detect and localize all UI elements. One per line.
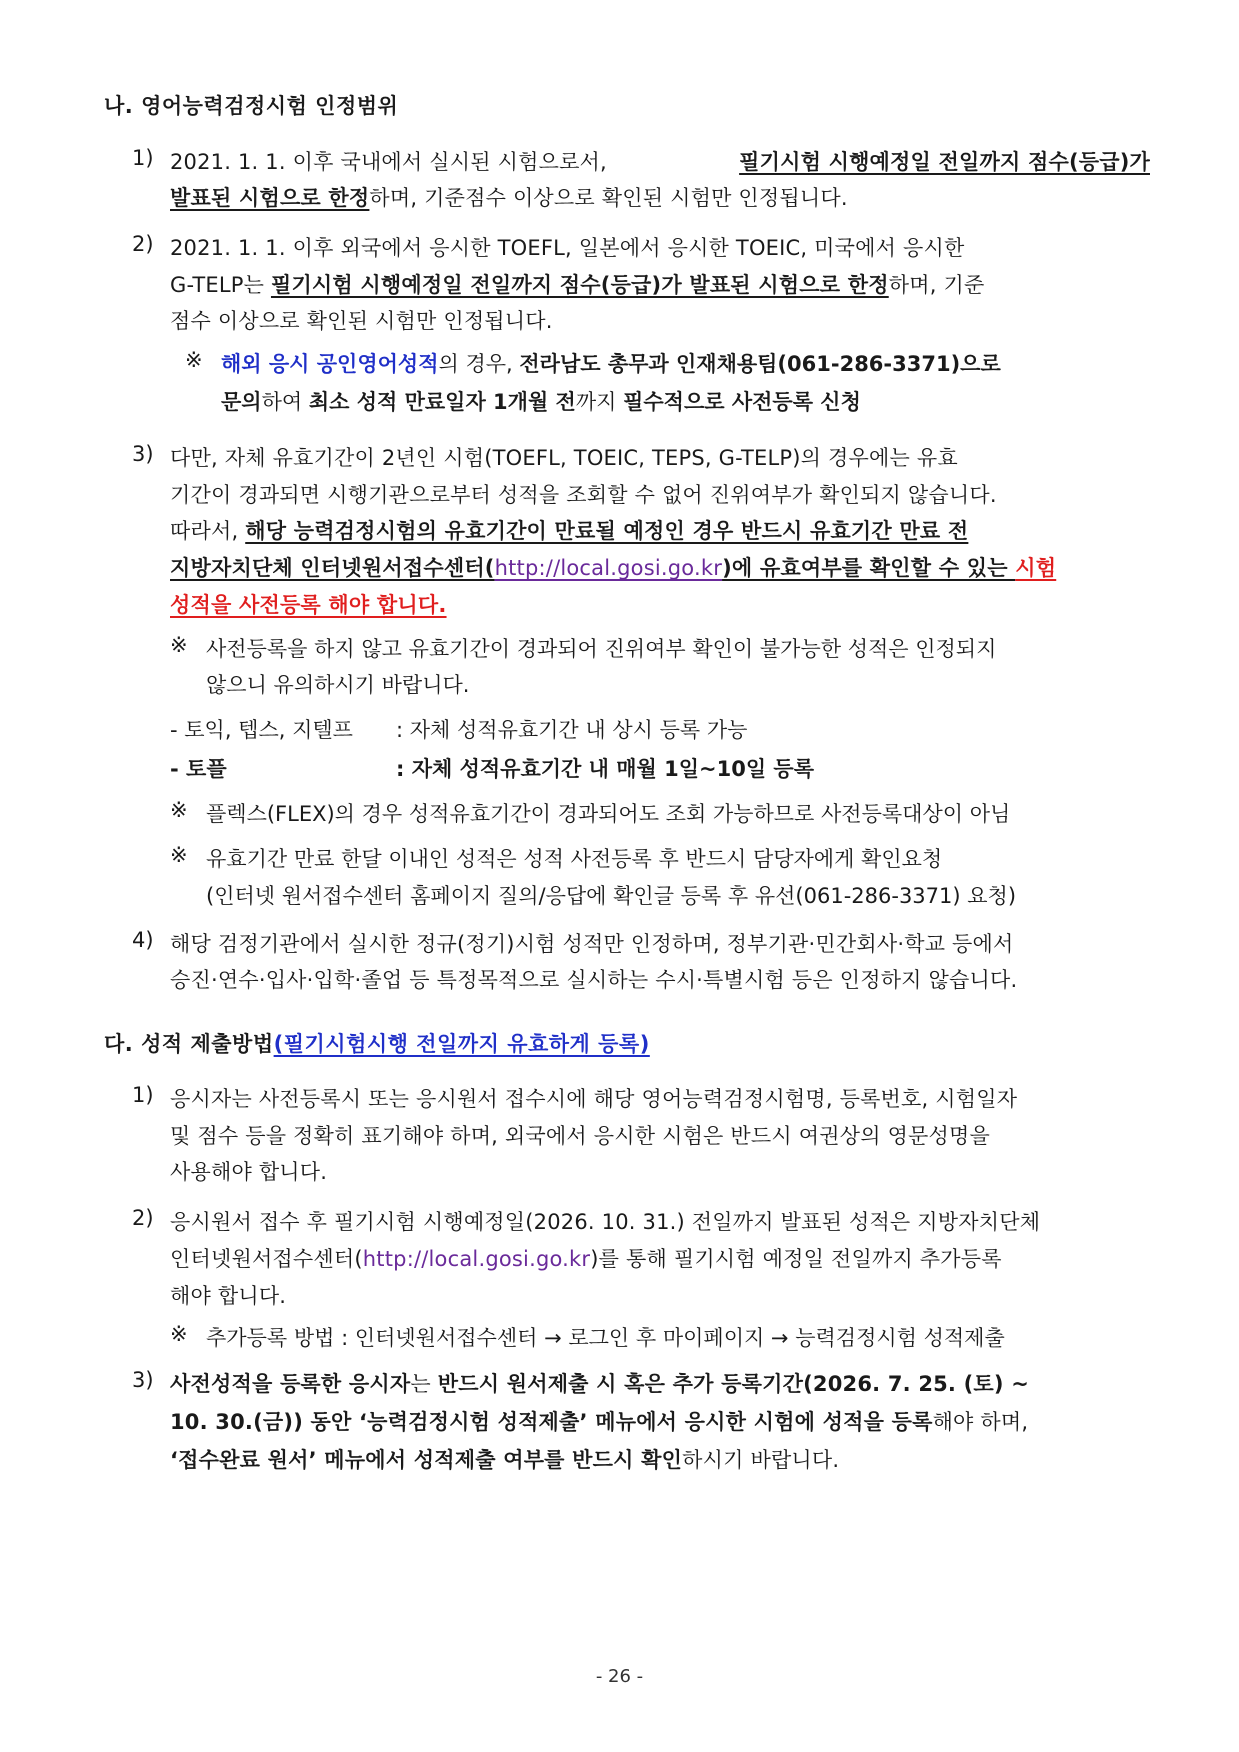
note-flex: 플렉스(FLEX)의 경우 성적유효기간이 경과되어도 조회 가능하므로 사전등록대상이 아님 — [206, 802, 1011, 826]
emphasis-text: 필기시험 시행예정일 전일까지 점수(등급)가 발표된 시험으로 한정 — [270, 273, 889, 297]
item-number: 2) — [132, 1206, 154, 1230]
submit-item-1-line-1: 응시자는 사전등록시 또는 응시원서 접수시에 해당 영어능력검정시험명, 등록번호, 시험일자 — [170, 1087, 1018, 1111]
note-preregistration-line-2: 않으니 유의하시기 바랍니다. — [206, 673, 470, 697]
emphasis-text: 반드시 원서제출 시 혹은 추가 등록기간(2026. 7. 25. (토) ~ — [437, 1372, 1030, 1396]
website-link[interactable]: http://local.gosi.go.kr — [362, 1247, 591, 1271]
section-heading-submission — [104, 1028, 650, 1058]
emphasis-text: 최소 성적 만료일자 1개월 전 — [308, 390, 576, 414]
emphasis-text: 필수적으로 사전등록 신청 — [623, 390, 861, 414]
item-3-line-3 — [170, 515, 1150, 545]
text-run: 하여 — [261, 390, 309, 414]
text-run: 하며, 기준점수 이상으로 확인된 시험만 인정됩니다. — [369, 186, 848, 210]
item-1-line-1 — [170, 146, 1150, 176]
text-run: 해야 하며, — [932, 1410, 1029, 1434]
submit-item-3-line-3 — [170, 1444, 1150, 1474]
dash-item-toeic-label: - 토익, 텝스, 지텔프 — [170, 718, 353, 742]
emphasis-text: ‘접수완료 원서’ 메뉴에서 성적제출 여부를 반드시 확인 — [170, 1448, 683, 1472]
item-2-line-2 — [170, 269, 1150, 299]
note-mark: ※ — [170, 633, 188, 657]
submit-item-2-line-3: 해야 합니다. — [170, 1284, 287, 1308]
emphasis-text: 10. 30.(금)) 동안 ‘능력검정시험 성적제출’ 메뉴에서 응시한 시험에 성적을 등록 — [170, 1410, 933, 1434]
submit-item-2-line-1: 응시원서 접수 후 필기시험 시행예정일(2026. 10. 31.) 전일까지 발표된 성적은 지방자치단체 — [170, 1210, 1041, 1234]
note-mark: ※ — [170, 1322, 188, 1346]
note-overseas-line-1 — [221, 348, 1001, 378]
website-link[interactable]: http://local.gosi.go.kr — [494, 556, 723, 580]
emphasis-text: 발표된 시험으로 한정 — [170, 186, 370, 210]
dash-item-toefl-desc: : 자체 성적유효기간 내 매월 1일~10일 등록 — [396, 757, 814, 781]
emphasis-text: 필기시험 시행예정일 전일까지 점수(등급)가 — [739, 150, 1150, 174]
item-3-line-4 — [170, 552, 1150, 582]
item-number: 3) — [132, 1368, 154, 1392]
submit-item-1-line-2: 및 점수 등을 정확히 표기해야 하며, 외국에서 응시한 시험은 반드시 여권상의 영문성명을 — [170, 1124, 990, 1148]
item-3-line-1: 다만, 자체 유효기간이 2년인 시험(TOEFL, TOEIC, TEPS, G-TELP)의 경우에는 유효 — [170, 446, 958, 470]
note-additional-registration: 추가등록 방법 : 인터넷원서접수센터 → 로그인 후 마이페이지 → 능력검정시험 성적제출 — [206, 1326, 1005, 1350]
text-run: 하며, 기준 — [888, 273, 985, 297]
submit-item-3-line-2 — [170, 1406, 1150, 1436]
heading-blue-text: (필기시험시행 전일까지 유효하게 등록) — [273, 1032, 650, 1056]
note-preregistration-line-1: 사전등록을 하지 않고 유효기간이 경과되어 진위여부 확인이 불가능한 성적은 인정되지 — [206, 637, 997, 661]
item-2-line-3: 점수 이상으로 확인된 시험만 인정됩니다. — [170, 309, 553, 333]
emphasis-text: )에 유효여부를 확인할 수 있는 — [722, 556, 1016, 580]
item-number: 2) — [132, 232, 154, 256]
page-number: - 26 - — [595, 1666, 644, 1687]
emphasis-red-text: 시험 — [1015, 556, 1057, 580]
item-number: 4) — [132, 928, 154, 952]
item-number: 3) — [132, 442, 154, 466]
dash-item-toefl-label: - 토플 — [170, 757, 227, 781]
submit-item-1-line-3: 사용해야 합니다. — [170, 1160, 328, 1184]
emphasis-blue-text: 해외 응시 공인영어성적 — [221, 352, 439, 376]
item-number: 1) — [132, 1083, 154, 1107]
text-run: 인터넷원서접수센터( — [170, 1247, 363, 1271]
item-1-line-2 — [170, 182, 1150, 212]
item-3-line-2: 기간이 경과되면 시행기관으로부터 성적을 조회할 수 없어 진위여부가 확인되지 않습니다. — [170, 483, 997, 507]
item-3-line-5 — [170, 589, 1150, 619]
note-mark: ※ — [170, 798, 188, 822]
text-run: 따라서, — [170, 519, 246, 543]
emphasis-text: 사전성적을 등록한 응시자 — [170, 1372, 411, 1396]
note-mark: ※ — [170, 843, 188, 867]
submit-item-3-line-1 — [170, 1368, 1150, 1398]
submit-item-2-line-2 — [170, 1243, 1150, 1273]
text-run: 는 — [410, 1372, 438, 1396]
text-run: 2021. 1. 1. 이후 국내에서 실시된 시험으로서, — [170, 150, 614, 174]
text-run: 까지 — [575, 390, 624, 414]
note-mark: ※ — [185, 348, 203, 372]
dash-item-toeic-desc: : 자체 성적유효기간 내 상시 등록 가능 — [396, 718, 748, 742]
note-expiry-line-1: 유효기간 만료 한달 이내인 성적은 성적 사전등록 후 반드시 담당자에게 확인요청 — [206, 847, 943, 871]
text-run: )를 통해 필기시험 예정일 전일까지 추가등록 — [590, 1247, 1002, 1271]
item-number: 1) — [132, 146, 154, 170]
text-run: 하시기 바랍니다. — [682, 1448, 840, 1472]
emphasis-text: 지방자치단체 인터넷원서접수센터( — [170, 556, 495, 580]
emphasis-text: 해당 능력검정시험의 유효기간이 만료될 예정인 경우 반드시 유효기간 만료 전 — [245, 519, 969, 543]
emphasis-text: 전라남도 총무과 인재채용팀(061-286-3371)으로 — [519, 352, 1001, 376]
text-run: 의 경우, — [438, 352, 520, 376]
emphasis-red-text: 성적을 사전등록 해야 합니다. — [170, 593, 447, 617]
text-run: G-TELP는 — [170, 273, 271, 297]
note-overseas-line-2 — [221, 386, 861, 416]
item-4-line-1: 해당 검정기관에서 실시한 정규(정기)시험 성적만 인정하며, 정부기관·민간회사·학교 등에서 — [170, 932, 1014, 956]
heading-text: 다. 성적 제출방법 — [104, 1032, 274, 1056]
emphasis-text: 문의 — [221, 390, 262, 414]
section-heading-eligibility: 나. 영어능력검정시험 인정범위 — [104, 94, 399, 118]
note-expiry-line-2: (인터넷 원서접수센터 홈페이지 질의/응답에 확인글 등록 후 유선(061-286-3371) 요청) — [206, 884, 1017, 908]
item-2-line-1: 2021. 1. 1. 이후 외국에서 응시한 TOEFL, 일본에서 응시한 TOEIC, 미국에서 응시한 — [170, 236, 965, 260]
item-4-line-2: 승진·연수·입사·입학·졸업 등 특정목적으로 실시하는 수시·특별시험 등은 인정하지 않습니다. — [170, 968, 1018, 992]
